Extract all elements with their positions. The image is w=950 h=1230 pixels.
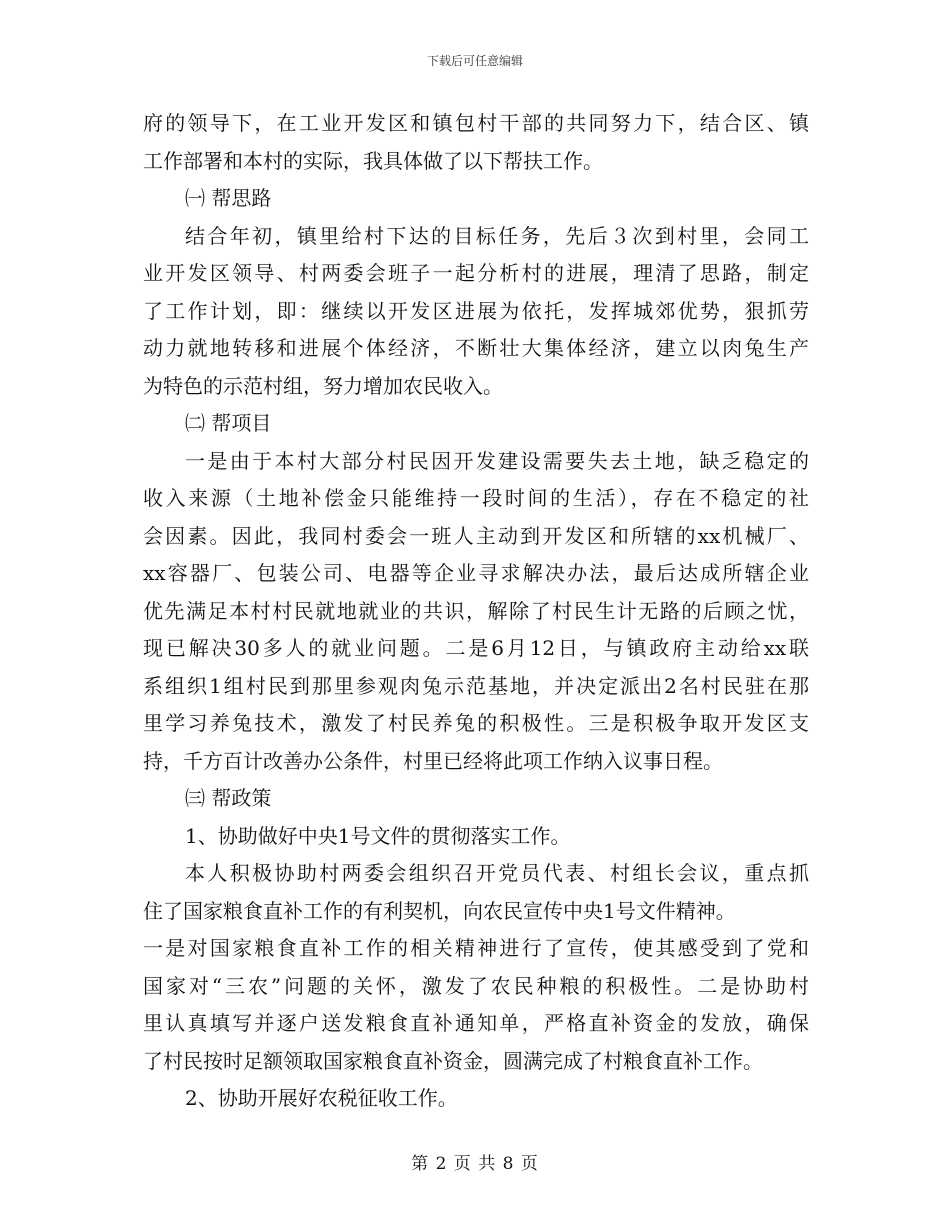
paragraph-line: 系组织1组村民到那里参观肉兔示范基地，并决定派出2名村民驻在那 (143, 673, 809, 698)
page-number: 第 2 页 共 8 页 (411, 1154, 539, 1174)
paragraph-line: 了村民按时足额领取国家粮食直补资金，圆满完成了村粮食直补工作。 (143, 1048, 763, 1073)
section-heading: ㈡ 帮项目 (185, 411, 272, 435)
paragraph-line: 结合年初，镇里给村下达的目标任务，先后３次到村里，会同工 (185, 223, 809, 248)
paragraph-line: 一是对国家粮食直补工作的相关精神进行了宣传，使其感受到了党和 (143, 936, 809, 960)
paragraph-line: 本人积极协助村两委会组织召开党员代表、村组长会议，重点抓 (185, 861, 809, 885)
paragraph-line: 住了国家粮食直补工作的有利契机，向农民宣传中央1号文件精神。 (143, 898, 736, 923)
paragraph-line: 国家对“三农”问题的关怀，激发了农民种粮的积极性。二是协助村 (143, 973, 809, 998)
paragraph-line: 一是由于本村大部分村民因开发建设需要失去土地，缺乏稳定的 (185, 448, 809, 473)
paragraph-line: 里学习养兔技术，激发了村民养兔的积极性。三是积极争取开发区支 (143, 711, 809, 735)
paragraph-line: 了工作计划，即：继续以开发区进展为依托，发挥城郊优势，狠抓劳 (143, 298, 809, 323)
paragraph-line: 工作部署和本村的实际，我具体做了以下帮扶工作。 (143, 148, 603, 173)
paragraph-line: 收入来源（土地补偿金只能维持一段时间的生活），存在不稳定的社 (143, 486, 809, 510)
paragraph-line: 里认真填写并逐户送发粮食直补通知单，严格直补资金的发放，确保 (143, 1011, 809, 1035)
subsection-heading: 1、协助做好中央1号文件的贯彻落实工作。 (185, 823, 571, 848)
paragraph-line: xx容器厂、包装公司、电器等企业寻求解决办法，最后达成所辖企业 (143, 561, 809, 585)
paragraph-line: 会因素。因此，我同村委会一班人主动到开发区和所辖的xx机械厂、 (143, 523, 809, 548)
paragraph-line: 持，千方百计改善办公条件，村里已经将此项工作纳入议事日程。 (143, 748, 723, 773)
paragraph-line: 动力就地转移和进展个体经济，不断壮大集体经济，建立以肉兔生产 (143, 336, 809, 360)
document-body (143, 105, 809, 1118)
section-heading: ㈢ 帮政策 (185, 786, 272, 810)
paragraph-line: 业开发区领导、村两委会班子一起分析村的进展，理清了思路，制定 (143, 261, 809, 285)
paragraph-line: 优先满足本村村民就地就业的共识，解除了村民生计无路的后顾之忧， (143, 598, 809, 623)
header-note: 下载后可任意编辑 (426, 54, 523, 68)
paragraph-line: 为特色的示范村组，努力增加农民收入。 (143, 373, 503, 398)
subsection-heading: 2、协助开展好农税征收工作。 (185, 1086, 458, 1110)
paragraph-line: 现已解决30多人的就业问题。二是6月12日，与镇政府主动给xx联 (143, 636, 809, 660)
paragraph-line: 府的领导下，在工业开发区和镇包村干部的共同努力下，结合区、镇 (143, 111, 809, 135)
section-heading: ㈠ 帮思路 (185, 186, 272, 210)
